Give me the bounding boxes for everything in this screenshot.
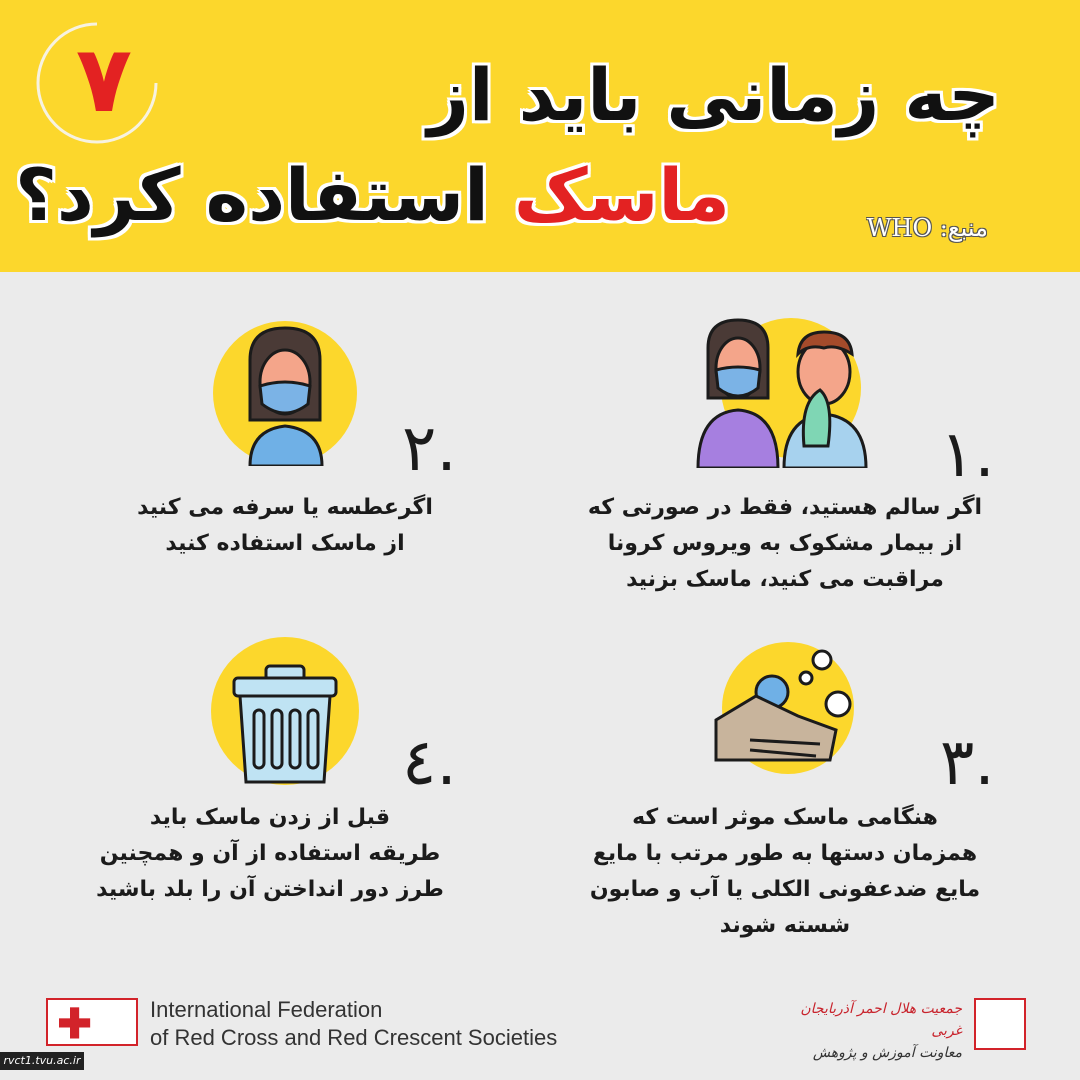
item-2-number: .۲ — [402, 412, 457, 486]
item-4-line: قبل از زدن ماسک باید — [149, 805, 391, 830]
item-4-description — [70, 800, 470, 908]
title-rest: استفاده کرد؟ — [15, 153, 489, 237]
item-3-number: .۳ — [940, 726, 995, 800]
page-title-line2 — [15, 140, 730, 250]
item-4-number: .٤ — [402, 726, 457, 800]
item-1-line: مراقبت می کنید، ماسک بزنید — [626, 567, 944, 592]
source-label: منبع: WHO — [866, 214, 988, 242]
item-4-line: طرز دور انداختن آن را بلد باشید — [96, 877, 444, 902]
org-line1: جمعیت هلال احمر آذربایجان غربی — [800, 1001, 962, 1039]
hand-washing-icon — [710, 640, 860, 780]
ifrc-line1: International Federation — [150, 997, 383, 1022]
trash-bin-icon — [210, 636, 360, 786]
item-3-line: مایع ضدعفونی الکلی یا آب و صابون — [589, 877, 981, 902]
org-name — [772, 998, 962, 1064]
item-2-line: از ماسک استفاده کنید — [165, 531, 405, 556]
ifrc-name — [150, 996, 557, 1052]
item-2-description — [100, 490, 470, 562]
masked-woman-icon — [212, 320, 358, 466]
item-3-description — [560, 800, 1010, 944]
item-3-line: هنگامی ماسک موثر است که — [632, 805, 938, 830]
item-1-number: .۱ — [940, 418, 995, 492]
title-accent-word: ماسک — [513, 153, 730, 237]
badge-number: ۷ — [75, 26, 133, 133]
masked-person-with-coughing-patient-icon — [696, 318, 876, 468]
watermark: rvct1.tvu.ac.ir — [0, 1052, 84, 1070]
item-4-line: طریقه استفاده از آن و همچنین — [99, 841, 441, 866]
item-3-line: شسته شوند — [719, 913, 851, 938]
ifrc-line2: of Red Cross and Red Crescent Societies — [150, 1025, 558, 1050]
page-title-line1: چه زمانی باید از — [427, 53, 1000, 137]
red-crescent-logo-icon — [974, 998, 1026, 1050]
ifrc-logo-icon — [46, 998, 138, 1046]
header-banner — [0, 0, 1080, 272]
item-1-line: از بیمار مشکوک به ویروس کرونا — [607, 531, 963, 556]
item-1-description — [560, 490, 1010, 598]
item-3-line: همزمان دستها به طور مرتب با مایع — [592, 841, 978, 866]
org-line2: معاونت آموزش و پژوهش — [812, 1045, 962, 1061]
item-1-line: اگر سالم هستید، فقط در صورتی که — [587, 495, 983, 520]
item-2-line: اگرعطسه یا سرفه می کنید — [137, 495, 433, 520]
